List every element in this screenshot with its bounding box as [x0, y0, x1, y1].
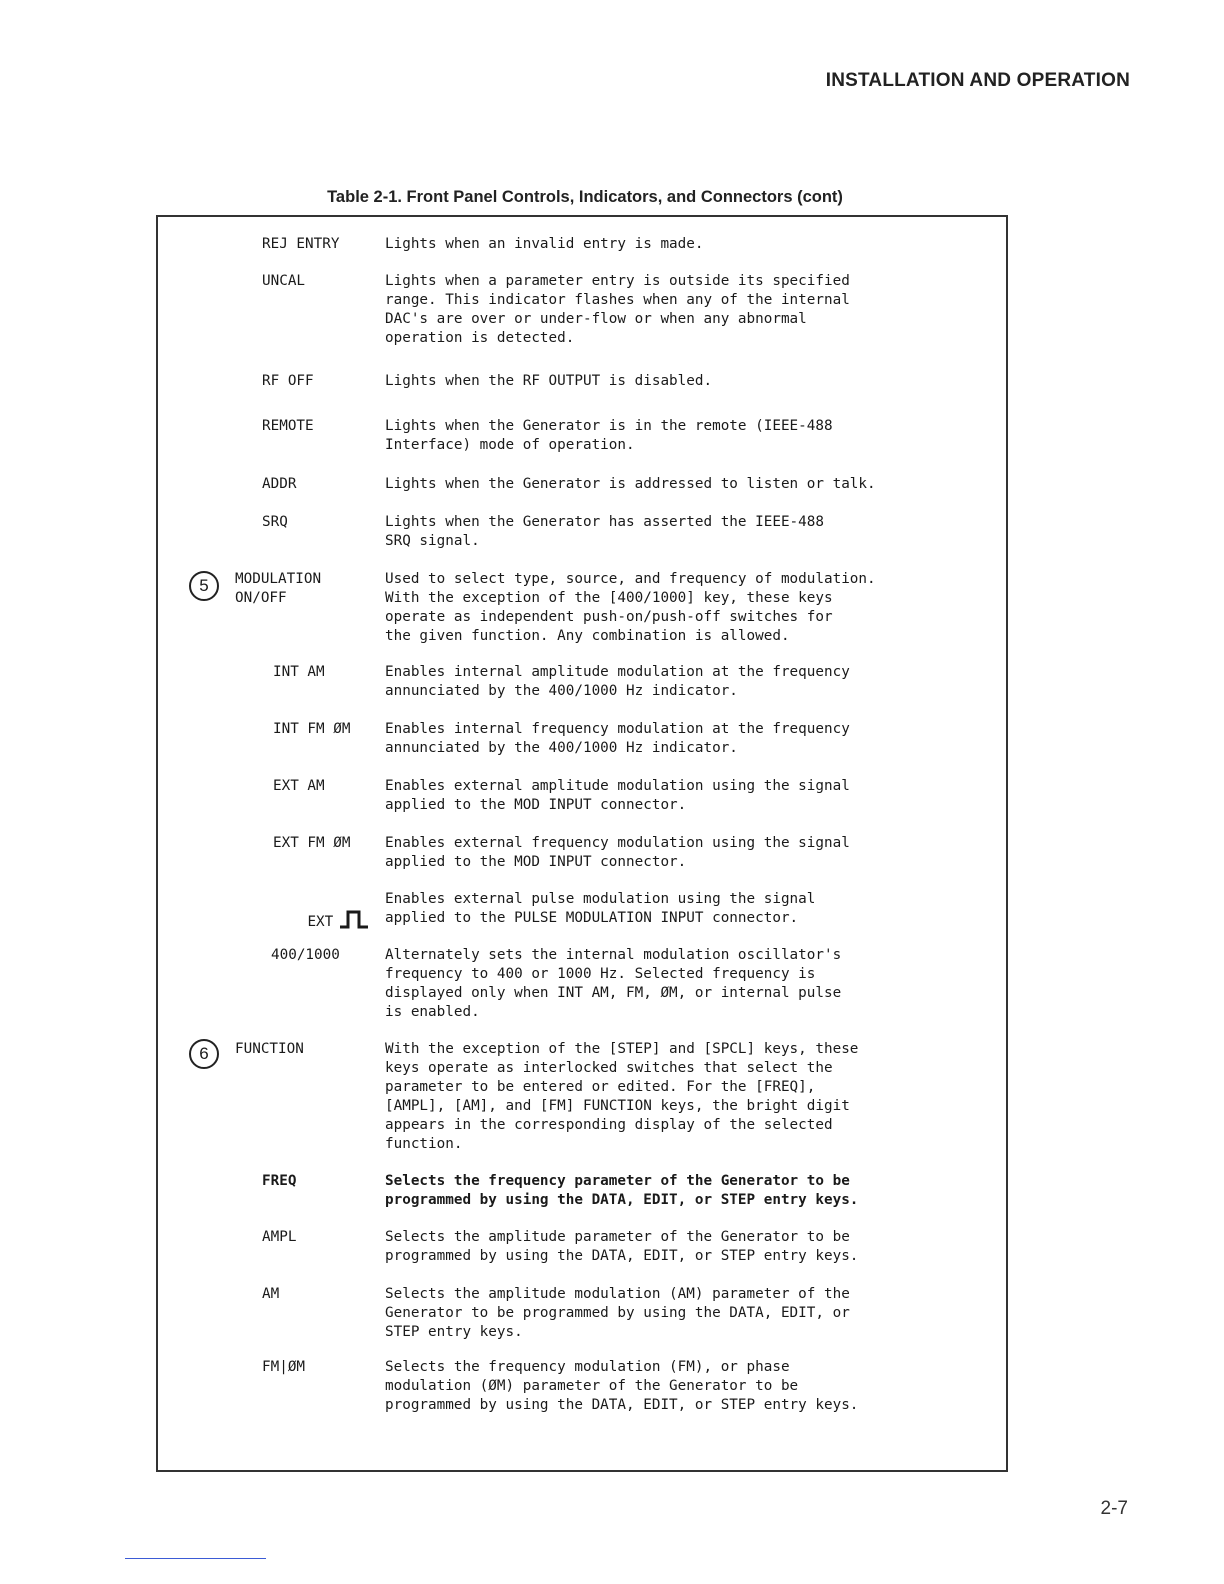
entry-label: RF OFF	[262, 373, 314, 389]
entry-description: Used to select type, source, and frequency of modulation. With the exception of the [400/1000] key, these keys operate as independent push-on/push-off switches for the given function. Any combination is allowed.	[385, 571, 876, 644]
entry-description: Alternately sets the internal modulation oscillator's frequency to 400 or 1000 Hz. Selected frequency is displayed only when INT AM, FM, ØM, or internal pulse is enabled.	[385, 947, 842, 1020]
footer-divider	[125, 1558, 266, 1559]
entry-label: INT FM ØM	[273, 721, 351, 737]
entry-label: MODULATION ON/OFF	[235, 571, 322, 606]
entry-description: Lights when the RF OUTPUT is disabled.	[385, 373, 713, 389]
entry-label: SRQ	[262, 514, 288, 530]
entry-label: INT AM	[273, 664, 325, 680]
entry-description: Selects the frequency parameter of the Generator to be programmed by using the DATA, EDIT, or STEP entry keys.	[385, 1173, 859, 1208]
entry-description: Enables external pulse modulation using the signal applied to the PULSE MODULATION INPUT connector.	[385, 891, 816, 926]
entry-label: AMPL	[262, 1229, 297, 1245]
entry-label: FM|ØM	[262, 1359, 306, 1375]
entry-description: Lights when the Generator is addressed to listen or talk.	[385, 476, 876, 492]
entry-description: Selects the amplitude modulation (AM) parameter of the Generator to be programmed by using the DATA, EDIT, or STEP entry keys.	[385, 1286, 850, 1340]
entry-label: REMOTE	[262, 418, 314, 434]
pulse-waveform-icon	[339, 909, 369, 929]
entry-description: Selects the frequency modulation (FM), or phase modulation (ØM) parameter of the Generator to be programmed by using the DATA, EDIT, or STEP entry keys.	[385, 1359, 859, 1413]
entry-label: UNCAL	[262, 273, 306, 289]
entry-description: Lights when the Generator has asserted the IEEE-488 SRQ signal.	[385, 514, 824, 549]
entry-description: Lights when a parameter entry is outside its specified range. This indicator flashes when any of the internal DAC's are over or under-flow or when any abnormal operation is detected.	[385, 273, 850, 346]
section-header: INSTALLATION AND OPERATION	[825, 70, 1130, 91]
entry-description: Lights when an invalid entry is made.	[385, 236, 704, 252]
entry-label: REJ ENTRY	[262, 236, 340, 252]
entry-label: EXT AM	[273, 778, 325, 794]
callout-number-6: 6	[189, 1039, 219, 1069]
entry-description: Enables internal frequency modulation at the frequency annunciated by the 400/1000 Hz indicator.	[385, 721, 850, 756]
entry-label: ADDR	[262, 476, 297, 492]
entry-description: Lights when the Generator is in the remote (IEEE-488 Interface) mode of operation.	[385, 418, 833, 453]
entry-label: FREQ	[262, 1173, 297, 1189]
entry-description: Enables external amplitude modulation using the signal applied to the MOD INPUT connector.	[385, 778, 850, 813]
callout-number-5: 5	[189, 571, 219, 601]
entry-label: EXT FM ØM	[273, 835, 351, 851]
entry-label: EXT	[307, 914, 334, 930]
entry-description: Enables external frequency modulation using the signal applied to the MOD INPUT connector.	[385, 835, 850, 870]
entry-description: Selects the amplitude parameter of the Generator to be programmed by using the DATA, EDIT, or STEP entry keys.	[385, 1229, 859, 1264]
entry-description: With the exception of the [STEP] and [SPCL] keys, these keys operate as interlocked switches that select the parameter to be entered or edited. For the [FREQ], [AMPL], [AM], and [FM] FUNCTION keys, the bright digit appears in the corresponding display of the selected function.	[385, 1041, 859, 1152]
entry-label: FUNCTION	[235, 1041, 304, 1057]
entry-label: 400/1000	[271, 947, 340, 963]
entry-description: Enables internal amplitude modulation at the frequency annunciated by the 400/1000 Hz indicator.	[385, 664, 850, 699]
page-number: 2-7	[1100, 1498, 1128, 1519]
table-title: Table 2-1. Front Panel Controls, Indicators, and Connectors (cont)	[327, 188, 843, 206]
entry-label: AM	[262, 1286, 280, 1302]
